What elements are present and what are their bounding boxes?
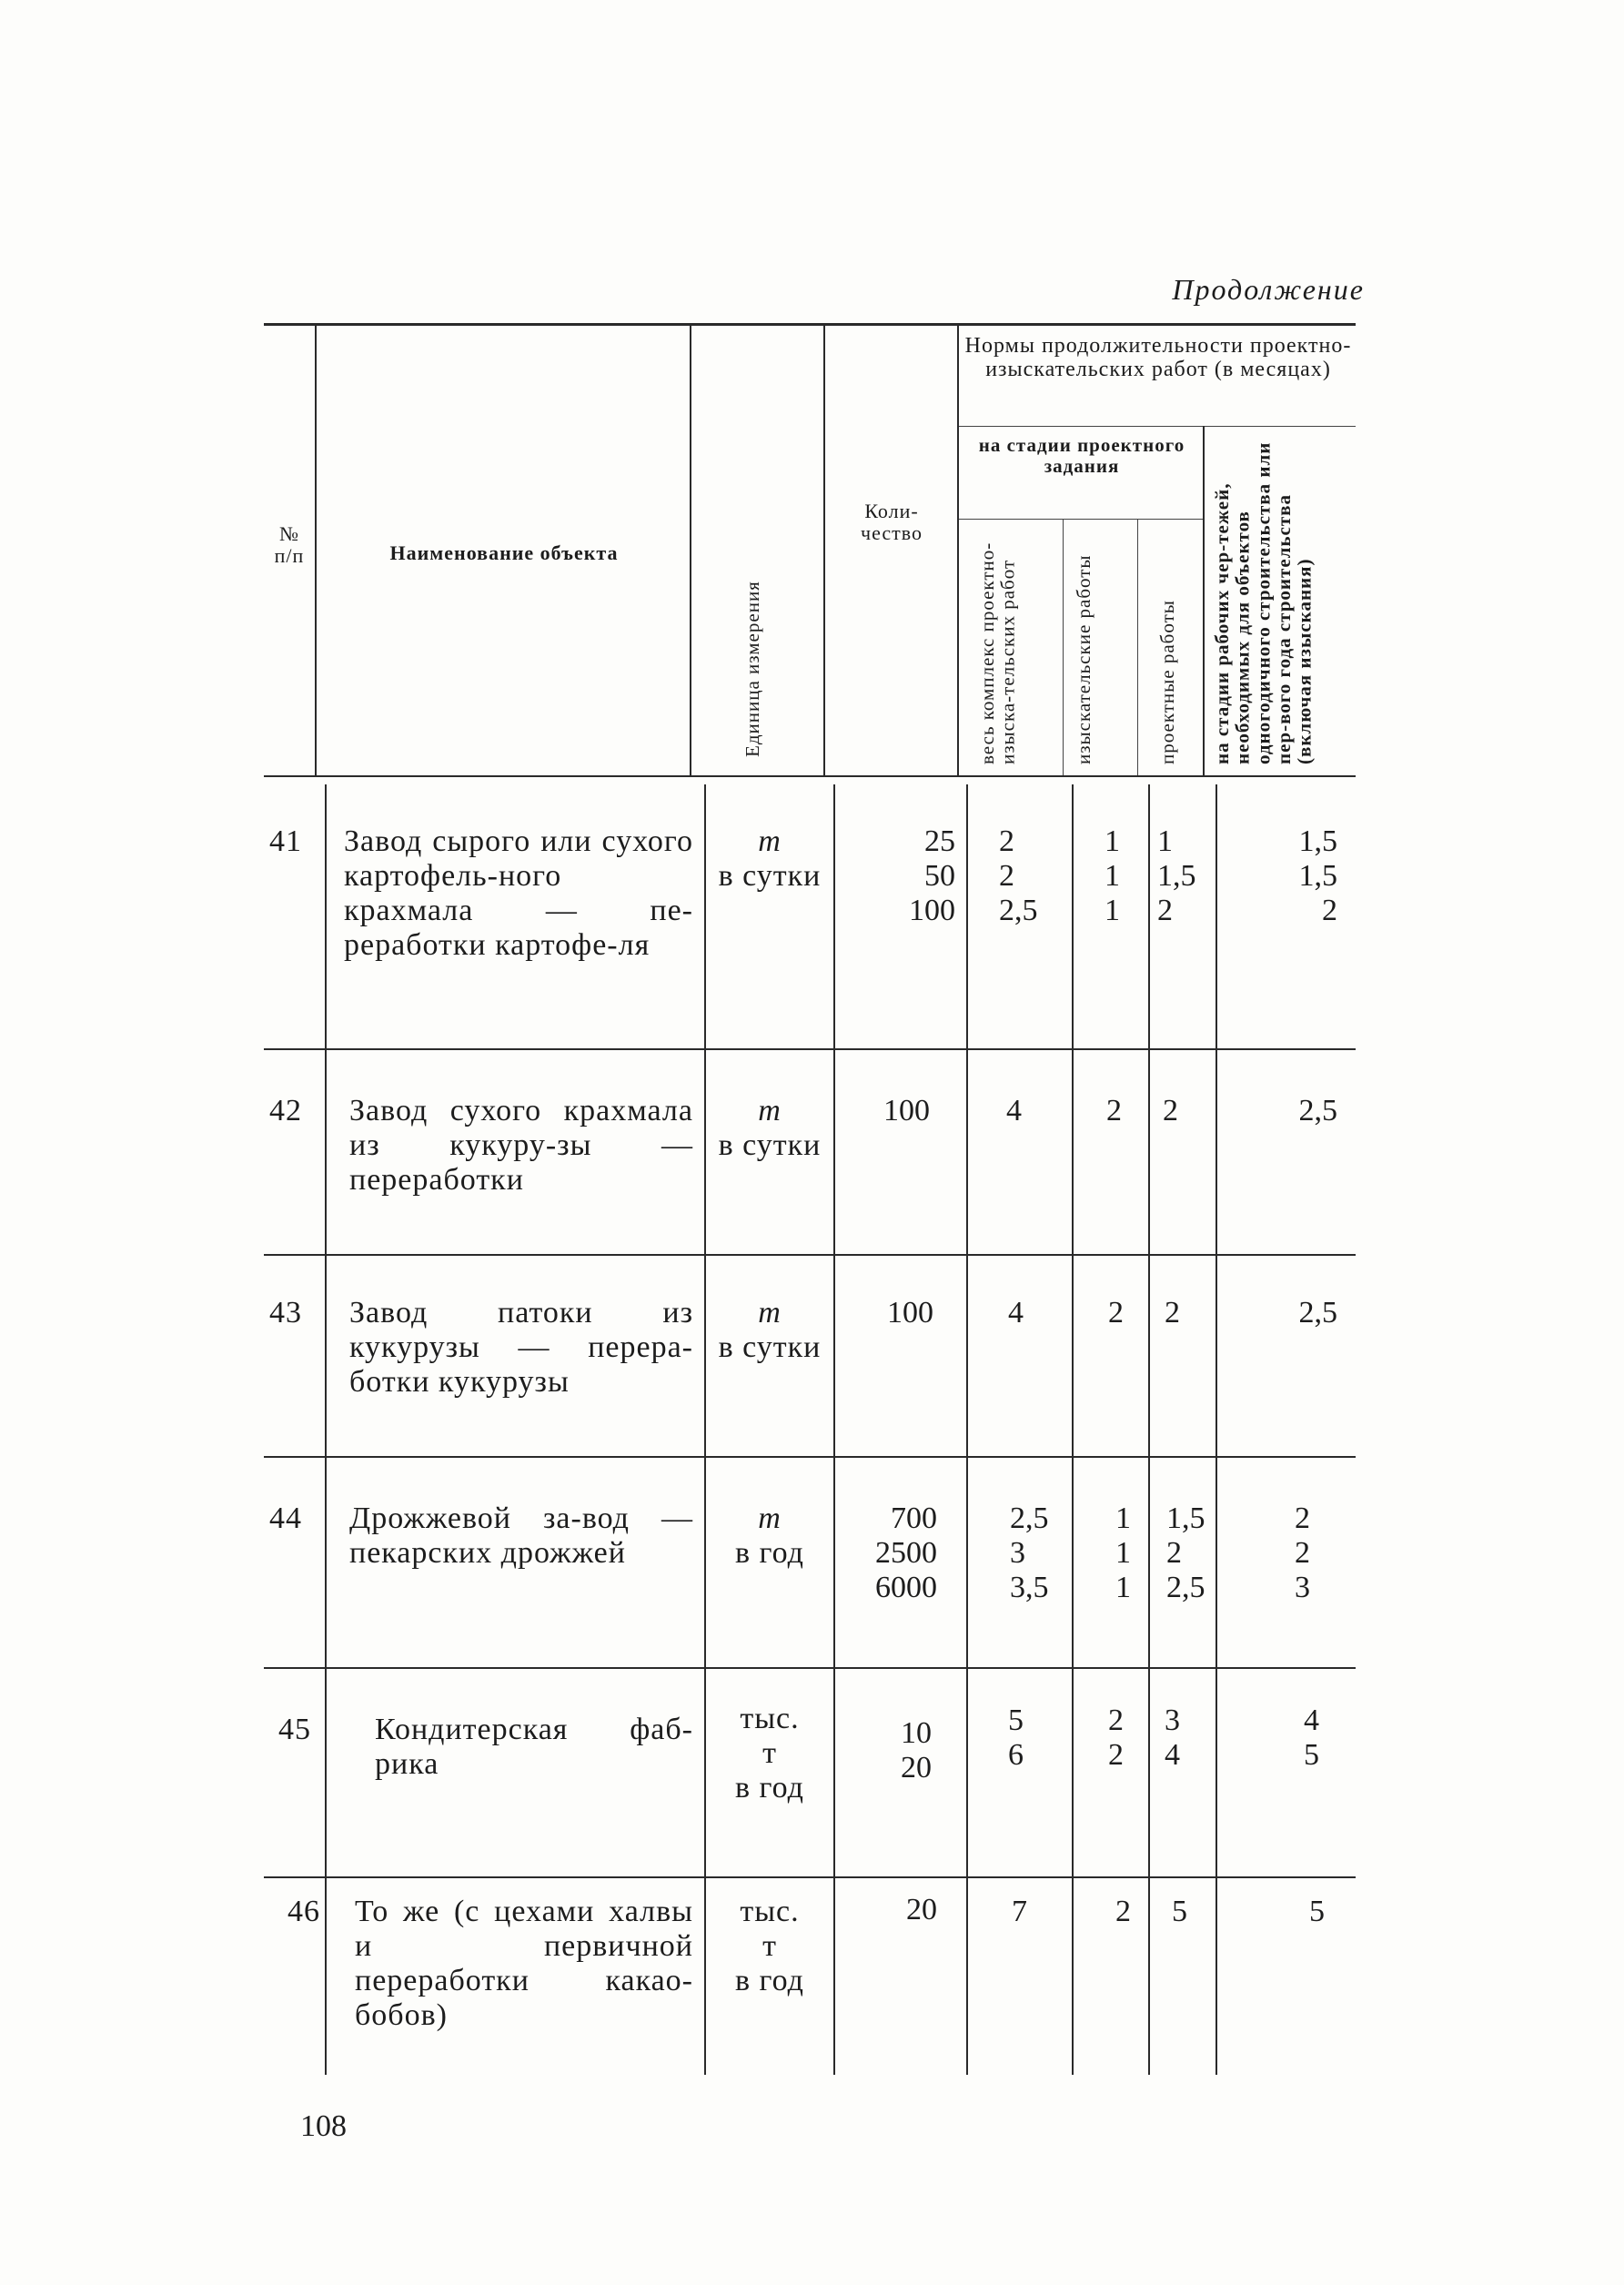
- row-number: 45: [278, 1713, 311, 1746]
- body-col-line: [833, 784, 835, 2075]
- header-unit: Единица измерения: [741, 581, 763, 757]
- unit-bottom: в сутки: [718, 859, 822, 893]
- continued-label: Продолжение: [1172, 273, 1365, 306]
- header-quantity: Коли- чество: [861, 500, 923, 544]
- header-col-line: [957, 326, 959, 775]
- header-norms: Нормы продолжительности проектно-изыскательских работ (в месяцах): [964, 334, 1352, 381]
- quantity: 10 20: [901, 1716, 932, 1785]
- unit-top: т: [758, 1501, 782, 1535]
- body-col-line: [704, 784, 706, 2075]
- drawings-value: 2,5: [1298, 1296, 1337, 1330]
- unit-top: тыс. т: [740, 1895, 800, 1963]
- drawings-value: 2 2 3: [1295, 1501, 1310, 1604]
- unit-bottom: в год: [735, 1536, 804, 1570]
- header-survey-work: изыскательские работы: [1073, 554, 1094, 764]
- header-col-line: [1137, 519, 1138, 775]
- drawings-value: 4 5: [1304, 1704, 1319, 1772]
- header-col-line: [690, 326, 691, 775]
- drawings-value: 5: [1309, 1895, 1325, 1928]
- full-complex-value: 2,5 3 3,5: [1010, 1501, 1049, 1604]
- quantity: 25 50 100: [909, 824, 955, 927]
- header-col-line: [1203, 426, 1205, 775]
- norms-divider: [957, 426, 1356, 427]
- header-number: № п/п: [274, 522, 305, 567]
- row-separator: [264, 1456, 1356, 1458]
- header-design-work: проектные работы: [1156, 600, 1178, 764]
- header-working-drawings: на стадии рабочих чер-тежей, необходимых для объектов одногодичного строительства или пер-вого года строительства (включая изыскания): [1211, 441, 1316, 764]
- unit-top: т: [758, 824, 782, 858]
- object-name: То же (с цехами халвы и первичной переработки какао-бобов): [355, 1895, 693, 2032]
- design-value: 2: [1163, 1094, 1178, 1127]
- header-object-name: Наименование объекта: [389, 541, 619, 564]
- header-bottom-rule: [264, 775, 1356, 777]
- quantity: 100: [883, 1094, 930, 1127]
- row-number: 44: [269, 1501, 302, 1535]
- full-complex-value: 2 2 2,5: [999, 824, 1038, 927]
- quantity: 20: [906, 1893, 937, 1926]
- unit-top: тыс. т: [740, 1702, 800, 1770]
- body-col-line: [325, 784, 327, 2075]
- full-complex-value: 4: [1008, 1296, 1024, 1330]
- row-separator: [264, 1876, 1356, 1878]
- row-number: 41: [269, 824, 302, 858]
- survey-value: 2 2: [1108, 1704, 1124, 1772]
- full-complex-value: 5 6: [1008, 1704, 1024, 1772]
- row-number: 46: [287, 1895, 320, 1928]
- quantity: 100: [887, 1296, 933, 1330]
- design-value: 5: [1172, 1895, 1187, 1928]
- body-col-line: [1215, 784, 1217, 2075]
- page-number: 108: [300, 2109, 347, 2143]
- unit-bottom: в сутки: [718, 1128, 822, 1162]
- survey-value: 2: [1108, 1296, 1124, 1330]
- unit-bottom: в год: [735, 1964, 804, 1997]
- row-number: 42: [269, 1094, 302, 1127]
- unit-bottom: в год: [735, 1771, 804, 1805]
- object-name: Дрожжевой за-вод — пекарских дрожжей: [349, 1501, 693, 1570]
- drawings-value: 2,5: [1298, 1094, 1337, 1127]
- object-name: Завод патоки из кукурузы — перера-ботки кукурузы: [349, 1296, 693, 1399]
- unit-top: т: [758, 1296, 782, 1330]
- project-stage-divider: [957, 519, 1203, 520]
- survey-value: 2: [1115, 1895, 1131, 1928]
- row-separator: [264, 1667, 1356, 1669]
- object-name: Кондитерская фаб-рика: [375, 1713, 693, 1781]
- object-name: Завод сухого крахмала из кукуру-зы — переработки: [349, 1094, 693, 1197]
- design-value: 3 4: [1165, 1704, 1180, 1772]
- body-col-line: [1072, 784, 1074, 2075]
- quantity: 700 2500 6000: [875, 1501, 937, 1604]
- header-col-line: [823, 326, 825, 775]
- survey-value: 2: [1106, 1094, 1122, 1127]
- header-full-complex: весь комплекс проектно-изыска-тельских работ: [976, 541, 1019, 764]
- drawings-value: 1,5 1,5 2: [1298, 824, 1337, 927]
- body-col-line: [1148, 784, 1150, 2075]
- survey-value: 1 1 1: [1115, 1501, 1131, 1604]
- body-col-line: [966, 784, 968, 2075]
- unit-bottom: в сутки: [718, 1330, 822, 1364]
- full-complex-value: 4: [1006, 1094, 1022, 1127]
- row-number: 43: [269, 1296, 302, 1330]
- design-value: 1,5 2 2,5: [1166, 1501, 1205, 1604]
- table-top-rule: [264, 323, 1356, 326]
- design-value: 2: [1165, 1296, 1180, 1330]
- full-complex-value: 7: [1012, 1895, 1027, 1928]
- row-separator: [264, 1048, 1356, 1050]
- unit-top: т: [758, 1094, 782, 1127]
- header-project-stage: на стадии проектного задания: [978, 434, 1185, 477]
- design-value: 1 1,5 2: [1157, 824, 1196, 927]
- row-separator: [264, 1254, 1356, 1256]
- object-name: Завод сырого или сухого картофель-ного крахмала — пе-реработки картофе-ля: [344, 824, 693, 962]
- header-col-line: [1063, 519, 1064, 775]
- header-col-line: [315, 326, 317, 775]
- survey-value: 1 1 1: [1105, 824, 1120, 927]
